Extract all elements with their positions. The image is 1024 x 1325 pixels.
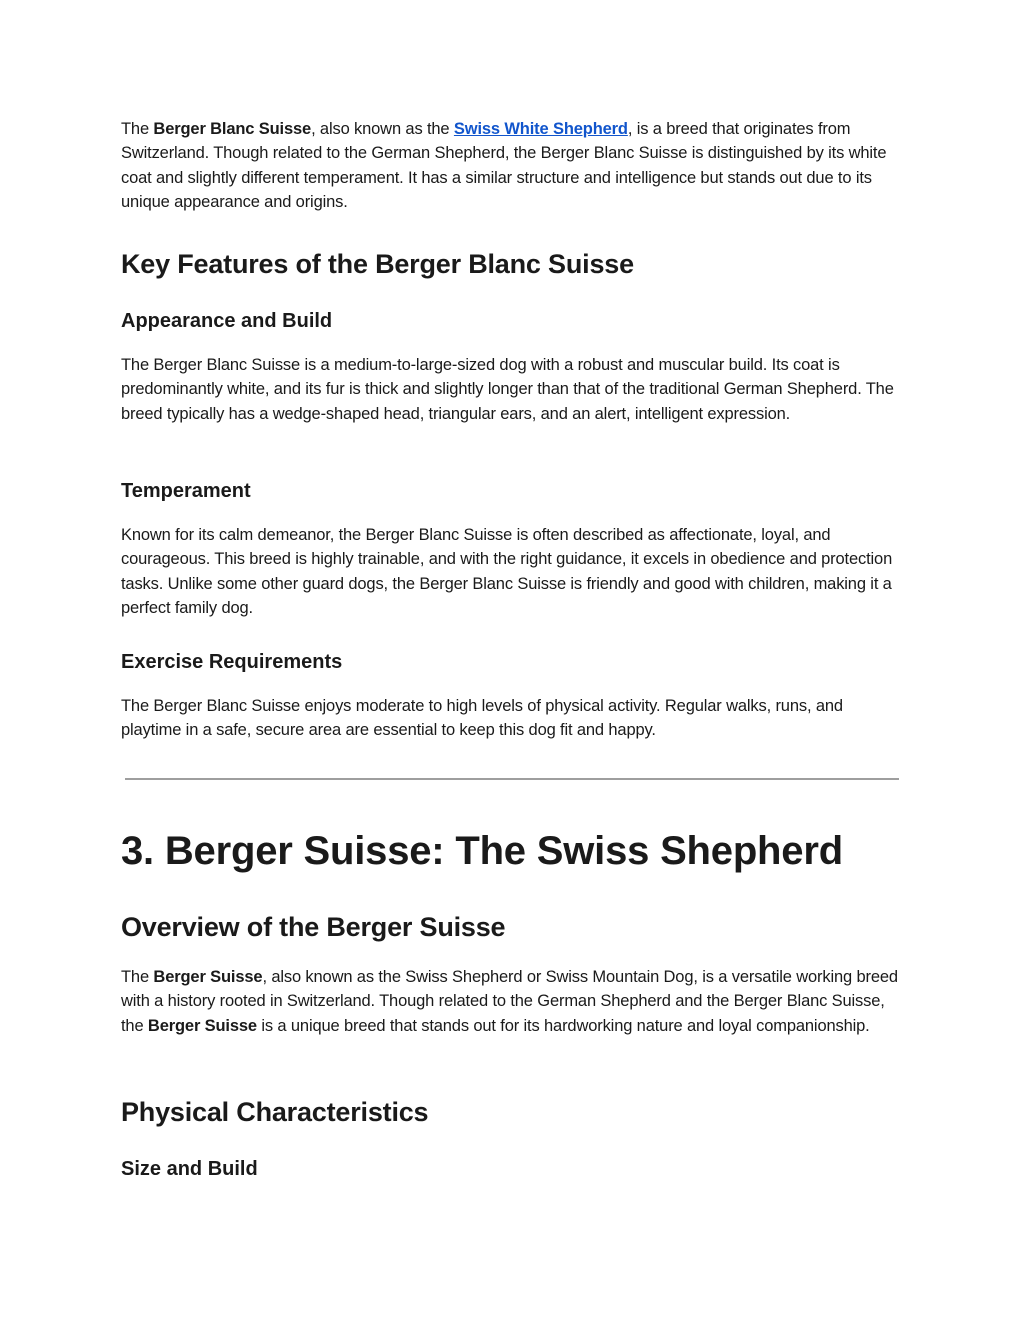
- size-and-build-heading: Size and Build: [121, 1158, 258, 1180]
- appearance-heading: Appearance and Build: [121, 310, 333, 332]
- temperament-heading: Temperament: [121, 480, 251, 502]
- berger-suisse-bold: Berger Suisse: [147, 1016, 257, 1035]
- swiss-white-shepherd-link[interactable]: Swiss White Shepherd: [453, 120, 628, 138]
- berger-suisse-bold: Berger Suisse: [153, 968, 263, 986]
- overview-paragraph: The Berger Suisse, also known as the Swiss Shepherd or Swiss Mountain Dog, is a versatile working breed with a history rooted in Switzerland. Though related to the German Shepherd and the Berger Blanc Suisse, the Berger Suisse is a unique breed that stands out for its hardworking nature and loyal companionship.: [121, 968, 898, 1035]
- physical-characteristics-heading: Physical Characteristics: [121, 1097, 429, 1127]
- overview-heading: Overview of the Berger Suisse: [121, 912, 506, 942]
- section-divider: [125, 778, 899, 780]
- breed-name-bold: Berger Blanc Suisse: [153, 120, 312, 138]
- temperament-paragraph: Known for its calm demeanor, the Berger Blanc Suisse is often described as affectionate, loyal, and courageous. This breed is highly trainable, and with the right guidance, it excels in obedience and protection tasks. Unlike some other guard dogs, the Berger Blanc Suisse is friendly and good with children, making it a perfect family dog.: [121, 526, 893, 618]
- key-features-heading: Key Features of the Berger Blanc Suisse: [121, 249, 634, 279]
- appearance-paragraph: The Berger Blanc Suisse is a medium-to-large-sized dog with a robust and muscular build. Its coat is predominantly white, and its fur is thick and slightly longer than that of the traditional German Shepherd. The breed typically has a wedge-shaped head, triangular ears, and an alert, intelligent expression.: [121, 356, 894, 423]
- intro-paragraph: The Berger Blanc Suisse, also known as the Swiss White Shepherd, is a breed that originates from Switzerland. Though related to the German Shepherd, the Berger Blanc Suisse is distinguished by its white coat and slightly different temperament. It has a similar structure and intelligence but stands out due to its unique appearance and origins.: [121, 120, 887, 212]
- exercise-paragraph: The Berger Blanc Suisse enjoys moderate to high levels of physical activity. Regular walks, runs, and playtime in a safe, secure area are essential to keep this dog fit and happy.: [121, 697, 843, 740]
- exercise-heading: Exercise Requirements: [121, 651, 343, 673]
- section-3-title: 3. Berger Suisse: The Swiss Shepherd: [121, 829, 843, 873]
